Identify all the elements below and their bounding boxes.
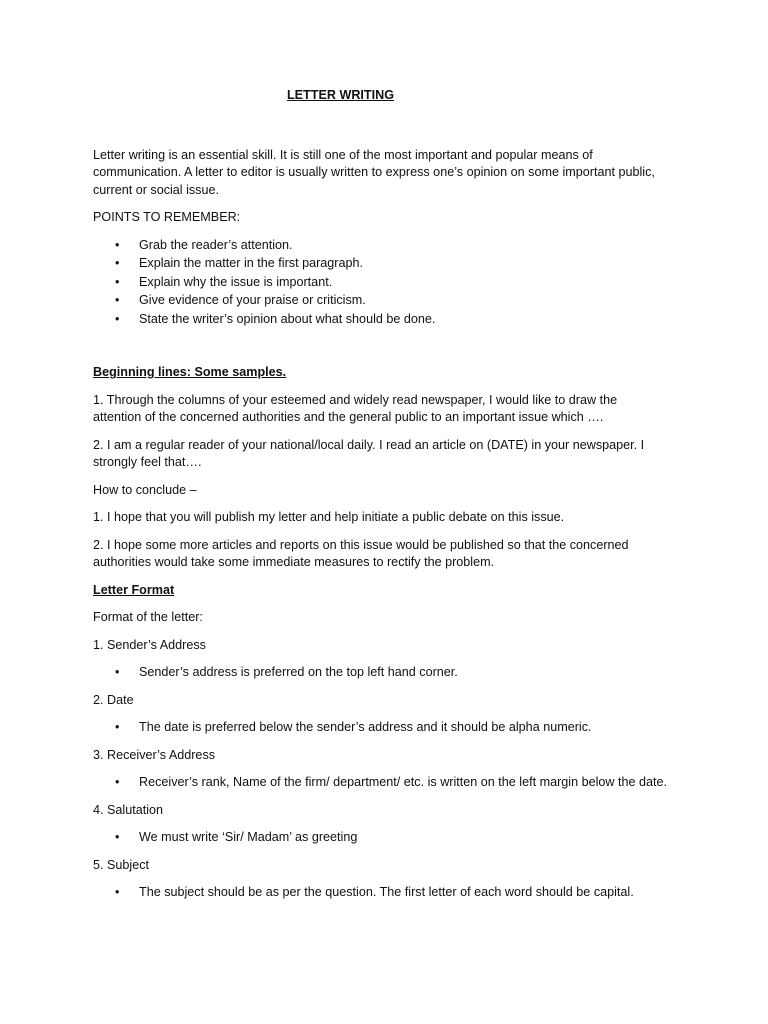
format-intro: Format of the letter: (93, 610, 203, 624)
bullet-icon: • (115, 311, 120, 326)
list-item (93, 237, 668, 255)
bullet-icon: • (115, 830, 120, 844)
list-item (93, 829, 668, 847)
list-item (93, 884, 668, 902)
page-title: LETTER WRITING (286, 88, 395, 102)
section-label: 4. Salutation (93, 802, 164, 817)
list-item (93, 719, 668, 737)
list-item-text: We must write ‘Sir/ Madam’ as greeting (139, 830, 358, 844)
bullet-icon: • (115, 720, 120, 734)
list-item-text: Explain why the issue is important. (139, 274, 333, 289)
intro-paragraph: Letter writing is an essential skill. It is still one of the most important and popular means of communication. A letter to editor is usually written to express one’s opinion on some important public, current or social issue. (93, 147, 655, 197)
points-heading: POINTS TO REMEMBER: (93, 210, 241, 224)
bullet-icon: • (115, 775, 120, 789)
bullet-icon: • (115, 274, 120, 289)
conclude-sample-2: 2. I hope some more articles and reports on this issue would be published so that the concerned authorities would take some immediate measures to rectify the problem. (93, 537, 629, 569)
bullet-icon: • (115, 237, 120, 252)
list-item (93, 774, 668, 792)
section-list (93, 719, 668, 737)
section-list (93, 829, 668, 847)
section-label: 3. Receiver’s Address (93, 747, 216, 762)
list-item-text: The subject should be as per the question. The first letter of each word should be capital. (139, 885, 634, 899)
list-item (93, 664, 668, 682)
beginning-heading: Beginning lines: Some samples. (93, 365, 287, 379)
bullet-icon: • (115, 665, 120, 679)
list-item-text: Grab the reader’s attention. (139, 237, 293, 252)
list-item (93, 255, 668, 273)
format-heading: Letter Format (93, 582, 175, 597)
list-item-text: State the writer’s opinion about what should be done. (139, 311, 436, 326)
section-list (93, 884, 668, 902)
list-item (93, 311, 668, 329)
section-label: 1. Sender’s Address (93, 637, 206, 652)
list-item (93, 292, 668, 310)
bullet-icon: • (115, 293, 120, 307)
list-item-text: Explain the matter in the first paragraph. (139, 256, 364, 270)
bullet-icon: • (115, 885, 120, 899)
list-item-text: The date is preferred below the sender’s address and it should be alpha numeric. (139, 720, 592, 734)
conclude-sample-1: 1. I hope that you will publish my letter and help initiate a public debate on this issue. (93, 510, 565, 524)
beginning-sample-1: 1. Through the columns of your esteemed and widely read newspaper, I would like to draw the attention of the concerned authorities and the general public to an important issue which …. (93, 392, 618, 424)
list-item-text: Receiver’s rank, Name of the firm/ department/ etc. is written on the left margin below the date. (139, 775, 668, 789)
list-item-text: Give evidence of your praise or criticism. (139, 293, 366, 307)
section-list (93, 664, 668, 682)
bullet-icon: • (115, 256, 120, 270)
section-label: 5. Subject (93, 857, 150, 872)
list-item-text: Sender’s address is preferred on the top left hand corner. (139, 665, 458, 679)
spacer (93, 338, 668, 364)
section-list (93, 774, 668, 792)
section-label: 2. Date (93, 692, 134, 707)
beginning-sample-2: 2. I am a regular reader of your national/local daily. I read an article on (DATE) in your newspaper. I strongly feel that…. (93, 437, 645, 469)
points-list (93, 237, 668, 329)
conclude-heading: How to conclude – (93, 482, 197, 497)
list-item (93, 274, 668, 292)
